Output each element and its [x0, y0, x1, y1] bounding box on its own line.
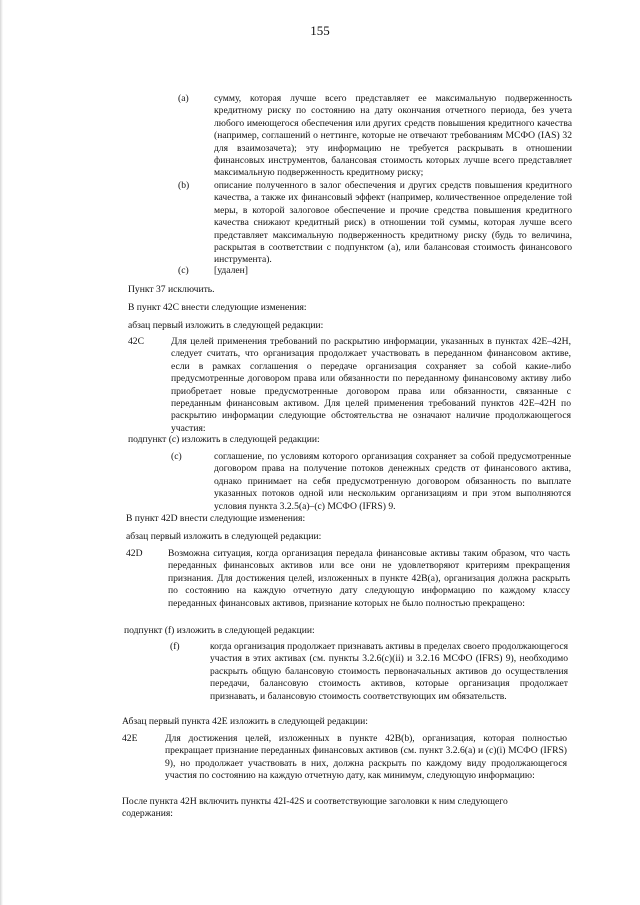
- final-instruction-line-2: содержания:: [122, 808, 173, 819]
- page-number: 155: [310, 23, 330, 38]
- item-b-text: описание полученного в залог обеспечения и других средств повышения кредитного качества, а также их финансовый эффект (например, количественное определение той меры, в которой залоговое обеспечение и прочие средства повышения кредитного качества снижают кредитный риск) в отношении той суммы, которая лучше всего представляет максимальную подверженность кредитному риску (будь то величина, раскрытая в соответствии с подпунктом (а), или балансовая стоимость финансового инструмента).: [214, 180, 572, 266]
- instruction-subpoint-f: подпункт (f) изложить в следующей редакции:: [124, 625, 315, 636]
- item-c-text: [удален]: [214, 265, 248, 276]
- instruction-para-42d: В пункт 42D внести следующие изменения:: [126, 513, 306, 524]
- subpoint-c-text: соглашение, по условиям которого организация сохраняет за собой предусмотренные договором права на получение потоков денежных средств от финансового актива, однако принимает на себя предусмотренную договором обязанность по выплате указанных потоков одной или нескольким организациям и при этом выполняются условия пункта 3.2.5(a)–(c) МСФО (IFRS) 9.: [214, 451, 571, 512]
- item-c-label: (c): [178, 265, 189, 276]
- item-a-label: (a): [178, 93, 189, 104]
- final-instruction-line-1: После пункта 42H включить пункты 42I-42S и соответствующие заголовки к ним следующего: [122, 796, 508, 807]
- instruction-first-paragraph-42d: абзац первый изложить в следующей редакции:: [126, 531, 322, 542]
- para-42c-text: Для целей применения требований по раскрытию информации, указанных в пунктах 42E–42H, следует считать, что организация продолжает участвовать в переданном финансовом активе, если в рамках соглашения о передаче организация сохраняет за собой какие-либо предусмотренные договором права или обязанности по переданному финансовому активу либо приобретает новые предусмотренные договором права или обязанности, связанные с переданным финансовым активом. Для целей применения требований пунктов 42E–42H по раскрытию информации следующие обстоятельства не означают наличие продолжающегося участия:: [171, 336, 571, 434]
- para-42d-label: 42D: [126, 548, 143, 559]
- subpoint-f-text: когда организация продолжает признавать активы в пределах своего продолжающегося участия в этих активах (см. пункты 3.2.6(c)(ii) и 3.2.16 МСФО (IFRS) 9), необходимо раскрыть общую балансовую стоимость первоначальных активов до осуществления передачи, балансовую стоимость активов, которые организация продолжает признавать, и балансовую стоимость соответствующих им обязательств.: [210, 641, 568, 702]
- instruction-para-42c: В пункт 42C внести следующие изменения:: [128, 302, 307, 313]
- item-a-text: сумму, которая лучше всего представляет ее максимальную подверженность кредитному риску по состоянию на дату окончания отчетного периода, без учета любого имеющегося обеспечения или других средств повышения кредитного качества (например, соглашений о неттинге, которые не отвечают требованиям МСФО (IAS) 32 для взаимозачета); эту информацию не требуется раскрывать в отношении финансовых инструментов, балансовая стоимость которых лучше всего представляет максимальную подверженность кредитному риску;: [214, 93, 572, 179]
- para-42d-text: Возможна ситуация, когда организация передала финансовые активы таким образом, что часть переданных финансовых активов или все они не удовлетворяют критериям прекращения признания. Для достижения целей, изложенных в пункте 42B(a), организация должна раскрыть по состоянию на каждую отчетную дату следующую информацию по каждому классу переданных финансовых активов, признание которых не было полностью прекращено:: [168, 548, 570, 609]
- subpoint-f-label: (f): [170, 641, 180, 652]
- instruction-subpoint-c: подпункт (c) изложить в следующей редакции:: [128, 434, 320, 445]
- subpoint-c-label: (c): [171, 451, 182, 462]
- scan-shadow: [0, 0, 3, 905]
- instruction-para-37: Пункт 37 исключить.: [128, 284, 215, 295]
- item-b-label: (b): [178, 180, 190, 191]
- para-42c-label: 42C: [128, 336, 144, 347]
- instruction-first-paragraph-42c: абзац первый изложить в следующей редакции:: [128, 320, 324, 331]
- instruction-para-42e: Абзац первый пункта 42E изложить в следующей редакции:: [122, 716, 368, 727]
- para-42e-label: 42E: [122, 733, 138, 744]
- para-42e-text: Для достижения целей, изложенных в пункте 42B(b), организация, которая полностью прекращает признание переданных финансовых активов (см. пункт 3.2.6(a) и (c)(i) МСФО (IFRS) 9), но продолжает участвовать в них, должна раскрыть по каждому виду продолжающегося участия по состоянию на каждую отчетную дату, как минимум, следующую информацию:: [165, 733, 567, 782]
